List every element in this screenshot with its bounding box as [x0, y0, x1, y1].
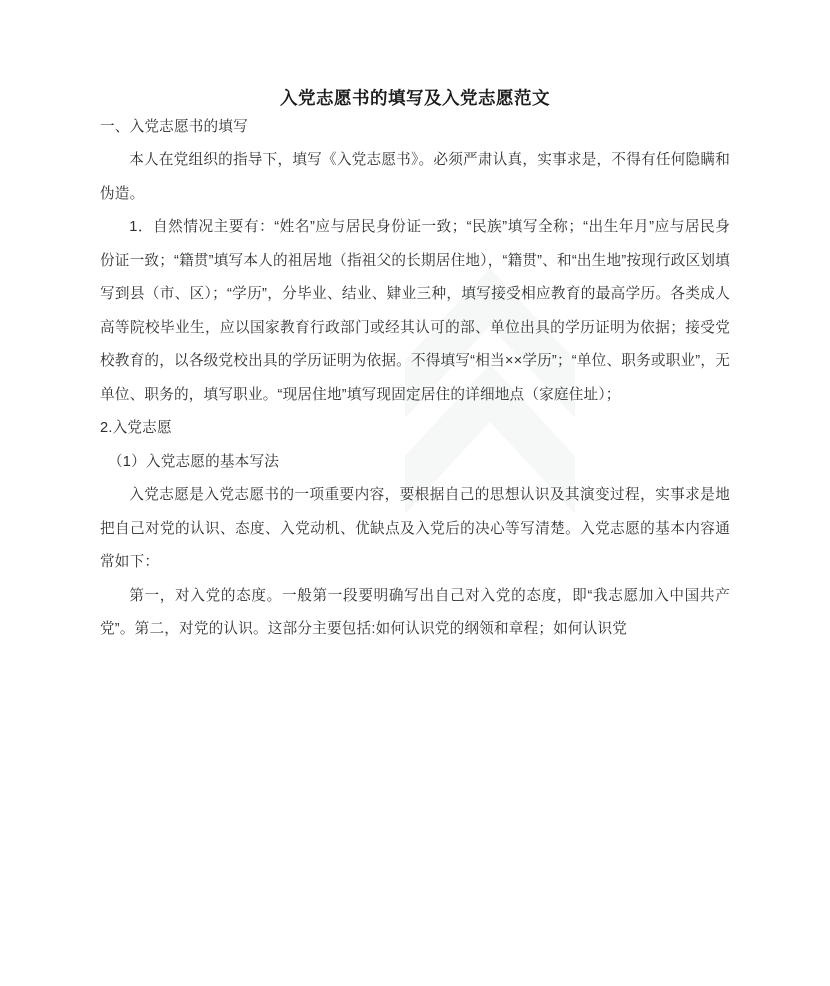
paragraph-4: 第一，对入党的态度。一般第一段要明确写出自己对入党的态度，即“我志愿加入中国共产党”。第二，对党的认识。这部分主要包括:如何认识党的纲领和章程；如何认识党 — [100, 587, 730, 637]
section-heading-2: 2.入党志愿 — [100, 420, 172, 436]
paragraph-1: 本人在党组织的指导下，填写《入党志愿书》。必须严肃认真，实事求是，不得有任何隐瞒和伪造。 — [100, 152, 730, 202]
page-title: 入党志愿书的填写及入党志愿范文 — [280, 88, 550, 108]
section-heading-1: 一、入党志愿书的填写 — [100, 118, 248, 135]
paragraph-2: 1．自然情况主要有：“姓名”应与居民身份证一致；“民族”填写全称；“出生年月”应与居民身份证一致；“籍贯”填写本人的祖居地（指祖父的长期居住地），“籍贯”、和“出生地”按现行政区划填写到县（市、区）；“学历”，分毕业、结业、肄业三种，填写接受相应教育的最高学历。各类成人高等院校毕业生，应以国家教育行政部门或经其认可的部、单位出具的学历证明为依据；接受党校教育的，以各级党校出具的学历证明为依据。不得填写“相当××学历”；“单位、职务或职业”，无单位、职务的，填写职业。“现居住地”填写现固定居住的详细地点（家庭住址）； — [100, 219, 730, 403]
section-heading-3: （1）入党志愿的基本写法 — [108, 453, 280, 470]
paragraph-3: 入党志愿是入党志愿书的一项重要内容，要根据自己的思想认识及其演变过程，实事求是地把自己对党的认识、态度、入党动机、优缺点及入党后的决心等写清楚。入党志愿的基本内容通常如下： — [100, 487, 730, 570]
